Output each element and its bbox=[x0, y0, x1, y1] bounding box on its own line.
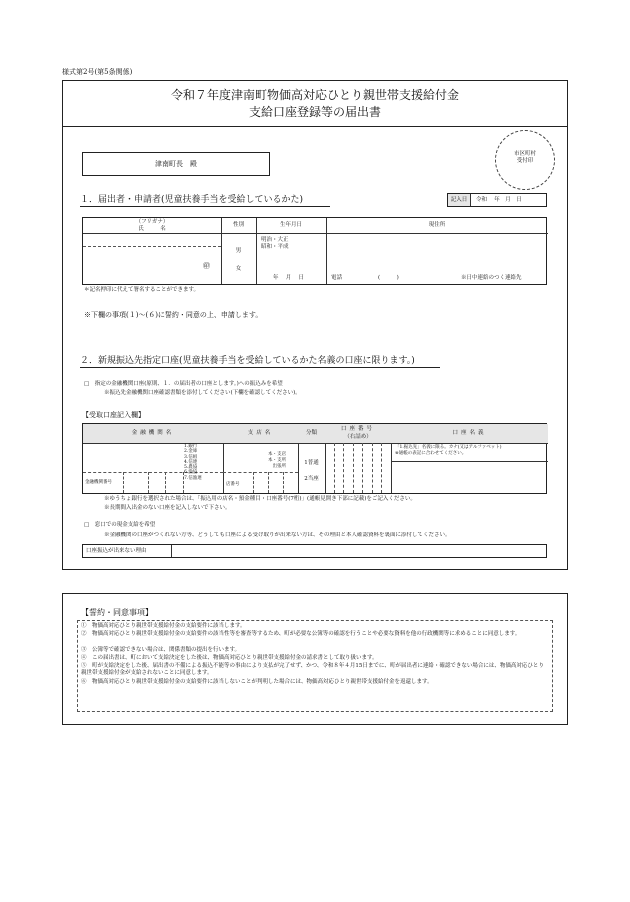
account-no-label: 口座番号 bbox=[340, 426, 375, 432]
account-no-sub: （右詰め） bbox=[344, 434, 372, 440]
pledge-item-5: ⑤ 町が支給決定をした後、届出書の不備による振込不能等の事由により支払が完了せず、かつ、令和８年４月15日までに、町が届出者に連絡・確認できない場合には、物価高対応ひとり親世帯支援給付金が支給されないことに同意します。 bbox=[81, 663, 544, 676]
section1-heading: １．届出者・申請者(児童扶養手当を受給しているかた) bbox=[80, 194, 330, 207]
name-label: 氏 名 bbox=[138, 226, 166, 232]
branch-types[interactable]: 本・支店 本・支所 出張所 bbox=[268, 452, 286, 469]
applicant-table bbox=[82, 217, 547, 285]
era-options[interactable]: 明治・大正 昭和・平成 bbox=[261, 237, 289, 250]
addressee: 津南町長 殿 bbox=[155, 160, 197, 168]
pledge-frame bbox=[62, 593, 568, 725]
option-cash-note: ※金融機関の口座がつくれない方等、どうしても口座による受け取りが出来ない方は、その理由と本人確認資料を裏面に添付してください。 bbox=[104, 532, 451, 538]
address-label: 現住所 bbox=[428, 222, 446, 228]
phone-paren[interactable]: ( ) bbox=[378, 275, 399, 281]
form-id: 様式第2号(第5条関係) bbox=[62, 68, 133, 76]
bank-types[interactable]: 1.銀行 2.金庫 3.信組 4.信連 5.農協 6.漁協 7.信漁連 bbox=[184, 444, 202, 481]
yucho-note: ※ゆうちょ銀行を選択された場合は、「振込用の店名・預金種目・口座番号(7桁)」(通帳見開き下部に記載)をご記入ください。 bbox=[104, 496, 416, 502]
branch-code-label: 店番号 bbox=[226, 482, 240, 487]
receive-heading: 【受取口座記入欄】 bbox=[82, 411, 145, 419]
bank-account-table bbox=[82, 423, 547, 494]
entry-date-value[interactable]: 令和 年 月 日 bbox=[476, 197, 522, 203]
bank-name-label: 金融機関名 bbox=[131, 430, 175, 436]
reason-input[interactable] bbox=[173, 545, 543, 557]
gender-female[interactable]: 女 bbox=[235, 266, 242, 272]
account-name-note: 「1.振込先」名義に限る。カナ(又はアルファベット) ※通帳の表記に合わせてください。 bbox=[395, 445, 502, 456]
branch-label: 支店名 bbox=[247, 430, 274, 436]
option-bank-transfer[interactable]: □ 指定の金融機関口座(原則、１．の届出者の口座とします。)への振込みを希望 bbox=[84, 381, 283, 387]
seal-note: ＊記名押印に代えて署名することができます。 bbox=[84, 287, 200, 293]
class-label: 分類 bbox=[305, 430, 317, 436]
pledge-item-3: ③ 公簿等で確認できない場合は、関係書類の提出を行います。 bbox=[81, 647, 241, 653]
dormant-note: ※長期間入出金のない口座を記入しないで下さい。 bbox=[104, 505, 231, 511]
gender-label: 性別 bbox=[232, 222, 244, 228]
option-bank-note: ※振込先金融機関口座確認書類を添付してください(下欄を確認してください)。 bbox=[104, 390, 301, 396]
phone-label: 電話 bbox=[331, 275, 343, 281]
pledge-heading: 【誓約・同意事項】 bbox=[81, 608, 153, 617]
reason-label: 口座振込が出来ない理由 bbox=[86, 548, 147, 554]
bank-code-label: 金融機関番号 bbox=[85, 480, 112, 485]
entry-date-box bbox=[447, 193, 547, 207]
pledge-list bbox=[77, 620, 553, 712]
pledge-item-1: ① 物価高対応ひとり親世帯支援給付金の支給要件に該当します。 bbox=[81, 623, 246, 629]
furigana-label: （フリガナ） bbox=[135, 219, 169, 225]
gender-male[interactable]: 男 bbox=[235, 248, 242, 254]
pledge-item-4: ④ この届出書は、町において支給決定をした後は、物価高対応ひとり親世帯支援給付金の請求書として取り扱います。 bbox=[81, 655, 378, 661]
contact-note: ※日中連絡のつく連絡先 bbox=[461, 275, 522, 281]
account-name-label: 口座名義 bbox=[452, 430, 487, 436]
section2-heading: ２．新規振込先指定口座(児童扶養手当を受給しているかた名義の口座に限ります。) bbox=[80, 355, 440, 368]
reason-box bbox=[82, 544, 547, 558]
seal-mark: ㊞ bbox=[203, 262, 210, 270]
stamp-label: 市区町村 受付印 bbox=[513, 151, 536, 164]
class-ordinary[interactable]: 1普通 bbox=[304, 460, 319, 466]
option-cash[interactable]: □ 窓口での現金支給を希望 bbox=[84, 522, 156, 528]
pledge-item-6: ⑥ 物価高対応ひとり親世帯支援給付金の支給要件に該当しないことが判明した場合には、物価高対応ひとり親世帯支援給付金を返還します。 bbox=[81, 679, 433, 685]
entry-date-label: 記入日 bbox=[448, 194, 471, 206]
title-line1: 令和７年度津南町物価高対応ひとり親世帯支援給付金 bbox=[170, 88, 459, 102]
agree-note: ※下欄の事項(１)～(６)に誓約・同意の上、申請します。 bbox=[84, 311, 263, 319]
reception-stamp bbox=[495, 130, 555, 190]
class-current[interactable]: 2当座 bbox=[304, 476, 319, 482]
birthdate-label: 生年月日 bbox=[279, 222, 302, 228]
birthdate-ymd: 年 月 日 bbox=[273, 275, 304, 281]
pledge-item-2: ② 物価高対応ひとり親世帯支援給付金の支給要件の該当性等を審査等するため、町が必要な公簿等の確認を行うことや必要な資料を他の行政機関等に求めることに同意します。 bbox=[81, 631, 521, 637]
addressee-box bbox=[82, 152, 270, 176]
title-line2: 支給口座登録等の届出書 bbox=[248, 105, 381, 119]
